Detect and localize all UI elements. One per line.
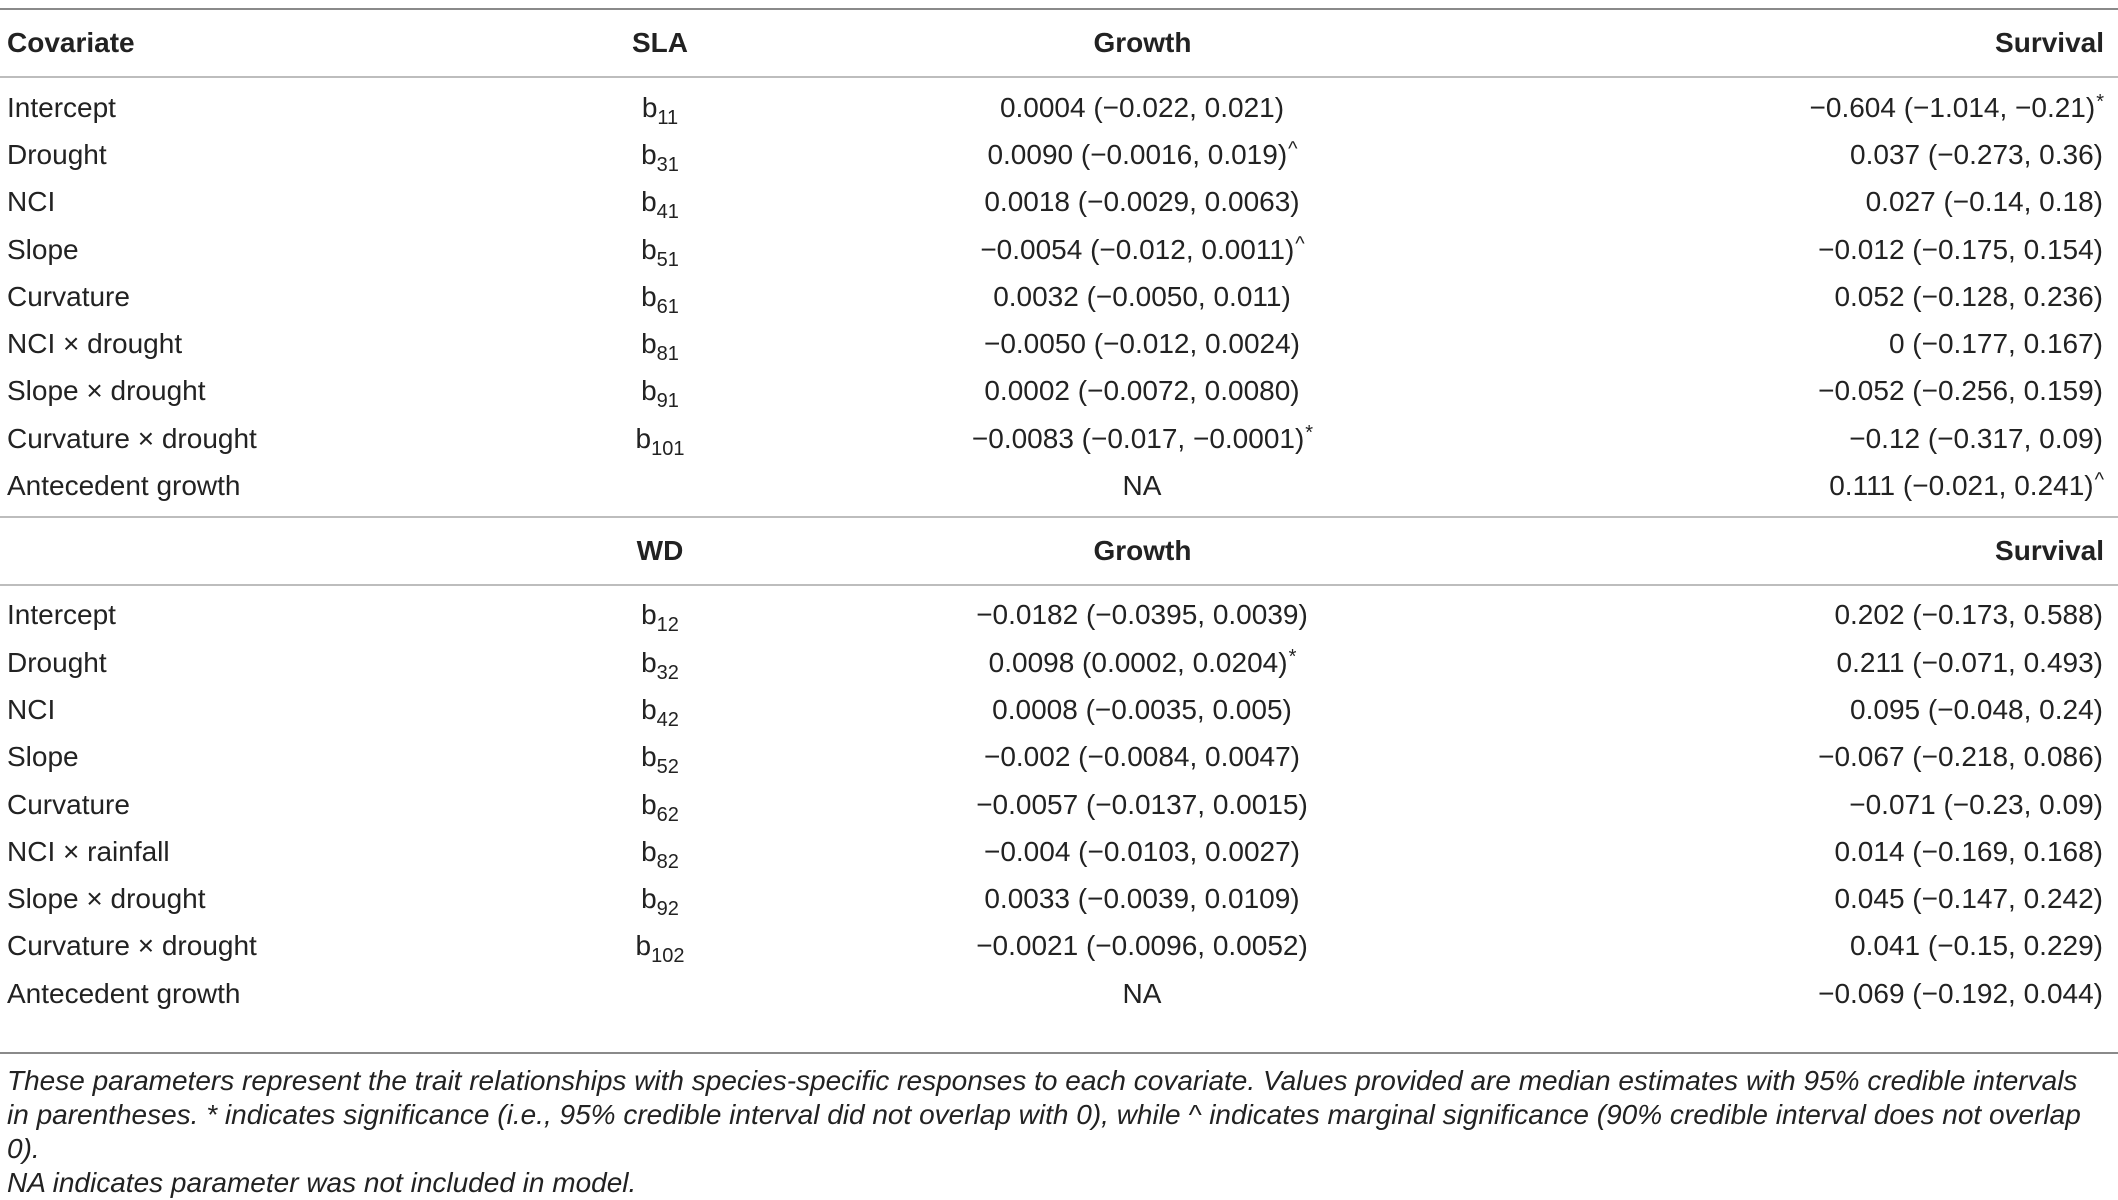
header-trait: SLA bbox=[560, 9, 760, 77]
footnote-line: These parameters represent the trait relationships with species-specific responses to each covariate. Values provided are median estimates with 95% credible intervals bbox=[7, 1065, 2078, 1096]
parameter-cell bbox=[560, 734, 760, 781]
table-row bbox=[0, 781, 2118, 828]
covariate-cell: Antecedent growth bbox=[7, 470, 241, 502]
growth-cell bbox=[760, 585, 1525, 639]
growth-significance-mark: ^ bbox=[1288, 137, 1298, 160]
growth-value: −0.0057 (−0.0137, 0.0015) bbox=[976, 788, 1308, 820]
table-row bbox=[0, 320, 2118, 367]
survival-cell bbox=[1525, 828, 2118, 875]
parameter-cell bbox=[560, 639, 760, 686]
covariate-cell: Curvature × drought bbox=[7, 930, 257, 962]
table-row bbox=[0, 639, 2118, 686]
parameter-subscript: 31 bbox=[656, 153, 679, 176]
parameter-cell bbox=[560, 179, 760, 226]
covariate-cell: Curvature bbox=[7, 280, 130, 312]
survival-value: 0.027 (−0.14, 0.18) bbox=[1865, 186, 2103, 218]
covariate-cell: Curvature × drought bbox=[7, 422, 257, 454]
parameter-cell bbox=[560, 368, 760, 415]
survival-value: −0.12 (−0.317, 0.09) bbox=[1849, 422, 2103, 454]
table-row bbox=[0, 875, 2118, 922]
growth-cell bbox=[760, 781, 1525, 828]
growth-value: 0.0033 (−0.0039, 0.0109) bbox=[984, 883, 1300, 915]
table-row bbox=[0, 179, 2118, 226]
header-growth: Growth bbox=[760, 517, 1525, 585]
survival-cell bbox=[1525, 273, 2118, 320]
covariate-cell: Slope × drought bbox=[7, 375, 206, 407]
parameter-subscript: 82 bbox=[656, 850, 679, 873]
header-growth: Growth bbox=[760, 9, 1525, 77]
covariate-cell: Antecedent growth bbox=[7, 977, 241, 1009]
parameter-subscript: 101 bbox=[651, 437, 685, 460]
growth-value: −0.0050 (−0.012, 0.0024) bbox=[983, 328, 1301, 360]
growth-value: 0.0032 (−0.0050, 0.011) bbox=[993, 280, 1291, 312]
survival-cell bbox=[1525, 923, 2118, 970]
parameter-subscript: 91 bbox=[656, 390, 679, 413]
survival-cell bbox=[1525, 639, 2118, 686]
growth-cell bbox=[760, 226, 1525, 273]
parameter-symbol: b bbox=[641, 328, 657, 360]
parameter-cell bbox=[560, 462, 760, 516]
survival-cell bbox=[1525, 368, 2118, 415]
survival-cell bbox=[1525, 415, 2118, 462]
table-row bbox=[0, 368, 2118, 415]
survival-cell bbox=[1525, 585, 2118, 639]
survival-value: 0.202 (−0.173, 0.588) bbox=[1834, 599, 2103, 631]
growth-cell bbox=[760, 923, 1525, 970]
parameter-subscript: 42 bbox=[656, 708, 679, 731]
growth-value: 0.0098 (0.0002, 0.0204) bbox=[988, 646, 1288, 678]
parameter-symbol: b bbox=[641, 233, 657, 265]
parameter-cell bbox=[560, 77, 760, 131]
survival-cell bbox=[1525, 131, 2118, 178]
growth-cell bbox=[760, 639, 1525, 686]
parameter-table bbox=[0, 8, 2118, 1023]
survival-cell bbox=[1525, 686, 2118, 733]
growth-value: −0.0054 (−0.012, 0.0011) bbox=[980, 233, 1295, 265]
covariate-cell: Drought bbox=[7, 646, 107, 678]
survival-value: 0.095 (−0.048, 0.24) bbox=[1850, 693, 2103, 725]
growth-cell bbox=[760, 179, 1525, 226]
growth-value: −0.002 (−0.0084, 0.0047) bbox=[983, 741, 1301, 773]
survival-value: 0.052 (−0.128, 0.236) bbox=[1834, 280, 2103, 312]
footnote-line: in parentheses. * indicates significance (i.e., 95% credible interval did not overlap with 0), while ^ indicates marginal significance (90% credible interval does not overlap 0). bbox=[7, 1099, 2081, 1164]
survival-cell bbox=[1525, 320, 2118, 367]
covariate-cell: Slope bbox=[7, 741, 79, 773]
table-row bbox=[0, 273, 2118, 320]
survival-cell bbox=[1525, 970, 2118, 1023]
table-row bbox=[0, 923, 2118, 970]
survival-cell bbox=[1525, 179, 2118, 226]
growth-value: NA bbox=[1122, 977, 1162, 1009]
growth-significance-mark: * bbox=[1305, 421, 1314, 444]
parameter-subscript: 102 bbox=[651, 945, 685, 968]
parameter-subscript: 32 bbox=[656, 661, 679, 684]
covariate-cell: NCI bbox=[7, 693, 56, 725]
parameter-cell bbox=[560, 923, 760, 970]
parameter-cell bbox=[560, 781, 760, 828]
survival-value: 0 (−0.177, 0.167) bbox=[1888, 328, 2103, 360]
parameter-symbol: b bbox=[635, 930, 652, 962]
growth-cell bbox=[760, 368, 1525, 415]
growth-cell bbox=[760, 77, 1525, 131]
covariate-cell: Intercept bbox=[7, 91, 116, 123]
survival-significance-mark: * bbox=[2096, 90, 2104, 113]
parameter-symbol: b bbox=[641, 646, 657, 678]
growth-significance-mark: ^ bbox=[1295, 232, 1305, 255]
growth-value: −0.0083 (−0.017, −0.0001) bbox=[971, 422, 1305, 454]
growth-cell bbox=[760, 320, 1525, 367]
parameter-symbol: b bbox=[641, 280, 657, 312]
growth-value: 0.0008 (−0.0035, 0.005) bbox=[992, 693, 1292, 725]
covariate-cell: Slope × drought bbox=[7, 883, 206, 915]
growth-cell bbox=[760, 686, 1525, 733]
section-header-row bbox=[0, 9, 2118, 77]
survival-value: −0.052 (−0.256, 0.159) bbox=[1818, 375, 2103, 407]
parameter-subscript: 61 bbox=[656, 295, 679, 318]
survival-value: −0.069 (−0.192, 0.044) bbox=[1818, 977, 2103, 1009]
growth-cell bbox=[760, 131, 1525, 178]
survival-cell bbox=[1525, 734, 2118, 781]
section-header-row bbox=[0, 517, 2118, 585]
parameter-cell bbox=[560, 226, 760, 273]
growth-value: −0.004 (−0.0103, 0.0027) bbox=[983, 835, 1301, 867]
parameter-symbol: b bbox=[641, 599, 657, 631]
parameter-subscript: 51 bbox=[656, 248, 679, 271]
table-footnote bbox=[0, 1052, 2118, 1200]
survival-value: 0.037 (−0.273, 0.36) bbox=[1850, 138, 2103, 170]
growth-value: NA bbox=[1122, 470, 1162, 502]
growth-cell bbox=[760, 875, 1525, 922]
table-row bbox=[0, 77, 2118, 131]
covariate-cell: Slope bbox=[7, 233, 79, 265]
table-body bbox=[0, 9, 2118, 1023]
parameter-cell bbox=[560, 320, 760, 367]
table-row bbox=[0, 970, 2118, 1023]
table-row bbox=[0, 585, 2118, 639]
covariate-cell: Drought bbox=[7, 138, 107, 170]
parameter-symbol: b bbox=[641, 788, 657, 820]
table-row bbox=[0, 131, 2118, 178]
parameter-cell bbox=[560, 585, 760, 639]
growth-cell bbox=[760, 415, 1525, 462]
survival-value: 0.014 (−0.169, 0.168) bbox=[1834, 835, 2103, 867]
table-row bbox=[0, 686, 2118, 733]
parameter-subscript: 52 bbox=[656, 756, 679, 779]
growth-cell bbox=[760, 734, 1525, 781]
parameter-cell bbox=[560, 686, 760, 733]
survival-significance-mark: ^ bbox=[2094, 469, 2104, 492]
table-row bbox=[0, 415, 2118, 462]
survival-cell bbox=[1525, 875, 2118, 922]
parameter-symbol: b bbox=[641, 375, 657, 407]
footnote-text bbox=[0, 1054, 2118, 1200]
parameter-subscript: 81 bbox=[656, 343, 679, 366]
parameter-cell bbox=[560, 875, 760, 922]
parameter-cell bbox=[560, 970, 760, 1023]
survival-cell bbox=[1525, 77, 2118, 131]
parameter-cell bbox=[560, 131, 760, 178]
header-survival: Survival bbox=[1525, 517, 2118, 585]
footnote-line: NA indicates parameter was not included in model. bbox=[7, 1167, 637, 1198]
survival-value: 0.041 (−0.15, 0.229) bbox=[1850, 930, 2103, 962]
growth-significance-mark: * bbox=[1288, 645, 1297, 668]
parameter-symbol: b bbox=[635, 422, 652, 454]
growth-value: 0.0002 (−0.0072, 0.0080) bbox=[984, 375, 1300, 407]
header-covariate: Covariate bbox=[0, 9, 560, 77]
growth-cell bbox=[760, 273, 1525, 320]
parameter-symbol: b bbox=[641, 883, 657, 915]
growth-cell bbox=[760, 462, 1525, 516]
parameter-symbol: b bbox=[641, 741, 657, 773]
parameter-cell bbox=[560, 273, 760, 320]
header-covariate bbox=[0, 517, 560, 585]
survival-value: 0.045 (−0.147, 0.242) bbox=[1834, 883, 2103, 915]
header-trait: WD bbox=[560, 517, 760, 585]
table-row bbox=[0, 226, 2118, 273]
parameter-symbol: b bbox=[641, 138, 657, 170]
header-survival: Survival bbox=[1525, 9, 2118, 77]
survival-value: −0.604 (−1.014, −0.21) bbox=[1809, 91, 2096, 123]
survival-value: −0.067 (−0.218, 0.086) bbox=[1818, 741, 2103, 773]
covariate-cell: NCI bbox=[7, 186, 56, 218]
growth-cell bbox=[760, 970, 1525, 1023]
growth-value: 0.0004 (−0.022, 0.021) bbox=[999, 91, 1285, 123]
table-row bbox=[0, 734, 2118, 781]
parameter-subscript: 92 bbox=[656, 898, 679, 921]
covariate-cell: Curvature bbox=[7, 788, 130, 820]
parameter-symbol: b bbox=[641, 91, 658, 123]
growth-value: 0.0018 (−0.0029, 0.0063) bbox=[984, 186, 1300, 218]
survival-value: −0.012 (−0.175, 0.154) bbox=[1818, 233, 2103, 265]
parameter-subscript: 62 bbox=[656, 803, 679, 826]
survival-cell bbox=[1525, 462, 2118, 516]
survival-cell bbox=[1525, 781, 2118, 828]
survival-value: −0.071 (−0.23, 0.09) bbox=[1849, 788, 2103, 820]
table-row bbox=[0, 828, 2118, 875]
parameter-symbol: b bbox=[641, 835, 657, 867]
growth-cell bbox=[760, 828, 1525, 875]
parameter-subscript: 11 bbox=[657, 106, 679, 129]
parameter-subscript: 41 bbox=[656, 201, 679, 224]
covariate-cell: NCI × rainfall bbox=[7, 835, 170, 867]
parameter-subscript: 12 bbox=[656, 614, 679, 637]
parameter-symbol: b bbox=[641, 693, 657, 725]
parameter-cell bbox=[560, 415, 760, 462]
survival-value: 0.211 (−0.071, 0.493) bbox=[1836, 646, 2103, 678]
growth-value: 0.0090 (−0.0016, 0.019) bbox=[987, 138, 1288, 170]
survival-value: 0.111 (−0.021, 0.241) bbox=[1829, 470, 2094, 502]
parameter-symbol: b bbox=[641, 186, 657, 218]
covariate-cell: Intercept bbox=[7, 599, 116, 631]
growth-value: −0.0182 (−0.0395, 0.0039) bbox=[976, 599, 1308, 631]
parameter-cell bbox=[560, 828, 760, 875]
growth-value: −0.0021 (−0.0096, 0.0052) bbox=[976, 930, 1308, 962]
covariate-cell: NCI × drought bbox=[7, 328, 183, 360]
table-row bbox=[0, 462, 2118, 516]
survival-cell bbox=[1525, 226, 2118, 273]
